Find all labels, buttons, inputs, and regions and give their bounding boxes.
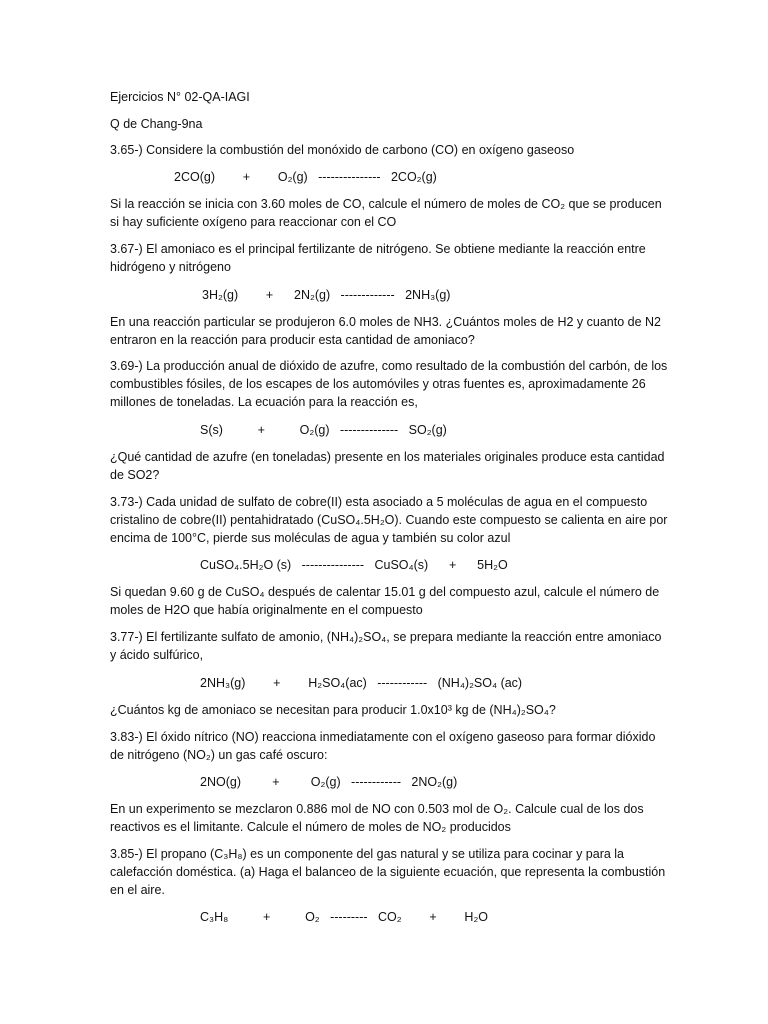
exercise-3-77-statement: 3.77-) El fertilizante sulfato de amonio, (NH₄)₂SO₄, se prepara mediante la reacción entre amoniaco y ácido sulfúrico, bbox=[110, 630, 665, 662]
exercise-3-69-statement: 3.69-) La producción anual de dióxido de azufre, como resultado de la combustión del carbón, de los combustibles fósiles, de los escapes de los automóviles y otras fuentes es, aproximadamente 26 millones de toneladas. La ecuación para la reacción es, bbox=[110, 359, 671, 409]
exercise-3-67-statement: 3.67-) El amoniaco es el principal fertilizante de nitrógeno. Se obtiene mediante la reacción entre hidrógeno y nitrógeno bbox=[110, 242, 650, 274]
document-title: Ejercicios N° 02-QA-IAGI bbox=[110, 90, 250, 104]
source-line: Q de Chang-9na bbox=[110, 117, 203, 131]
exercise-3-69-question: ¿Qué cantidad de azufre (en toneladas) presente en los materiales originales produce esta cantidad de SO2? bbox=[110, 450, 668, 482]
exercise-3-73-question: Si quedan 9.60 g de CuSO₄ después de calentar 15.01 g del compuesto azul, calcule el número de moles de H2O que había originalmente en el compuesto bbox=[110, 585, 663, 617]
exercise-3-77-question: ¿Cuántos kg de amoniaco se necesitan para producir 1.0x10³ kg de (NH₄)₂SO₄? bbox=[110, 703, 556, 717]
exercise-3-67-equation: 3H₂(g) + 2N₂(g) ------------- 2NH₃(g) bbox=[202, 288, 451, 302]
exercise-3-83-equation: 2NO(g) + O₂(g) ------------ 2NO₂(g) bbox=[200, 775, 458, 789]
exercise-3-65-statement: 3.65-) Considere la combustión del monóxido de carbono (CO) en oxígeno gaseoso bbox=[110, 143, 575, 157]
exercise-3-73-equation: CuSO₄.5H₂O (s) --------------- CuSO₄(s) + 5H₂O bbox=[200, 558, 508, 572]
exercise-3-83-question: En un experimento se mezclaron 0.886 mol de NO con 0.503 mol de O₂. Calcule cual de los dos reactivos es el limitante. Calcule el número de moles de NO₂ producidos bbox=[110, 802, 648, 834]
exercise-3-65-question: Si la reacción se inicia con 3.60 moles de CO, calcule el número de moles de CO₂ que se producen si hay suficiente oxígeno para reaccionar con el CO bbox=[110, 197, 666, 229]
exercise-3-85-statement: 3.85-) El propano (C₃H₈) es un componente del gas natural y se utiliza para cocinar y para la calefacción doméstica. (a) Haga el balanceo de la siguiente ecuación, que representa la combustión en el aire. bbox=[110, 847, 669, 897]
exercise-3-77-equation: 2NH₃(g) + H₂SO₄(ac) ------------ (NH₄)₂SO₄ (ac) bbox=[200, 676, 523, 690]
exercise-3-65-equation: 2CO(g) + O₂(g) --------------- 2CO₂(g) bbox=[174, 170, 437, 184]
exercise-3-83-statement: 3.83-) El óxido nítrico (NO) reacciona inmediatamente con el oxígeno gaseoso para formar dióxido de nitrógeno (NO₂) un gas café oscuro: bbox=[110, 730, 659, 762]
exercise-3-73-statement: 3.73-) Cada unidad de sulfato de cobre(II) esta asociado a 5 moléculas de agua en el compuesto cristalino de cobre(II) pentahidratado (CuSO₄.5H₂O). Cuando este compuesto se calienta en aire por encima de 100°C, pierde sus moléculas de agua y también su color azul bbox=[110, 495, 671, 545]
exercise-3-67-question: En una reacción particular se produjeron 6.0 moles de NH3. ¿Cuántos moles de H2 y cuanto de N2 entraron en la reacción para producir esta cantidad de amoniaco? bbox=[110, 315, 665, 347]
exercise-3-85-equation: C₃H₈ + O₂ --------- CO₂ + H₂O bbox=[200, 910, 489, 924]
exercise-3-69-equation: S(s) + O₂(g) -------------- SO₂(g) bbox=[200, 423, 447, 437]
